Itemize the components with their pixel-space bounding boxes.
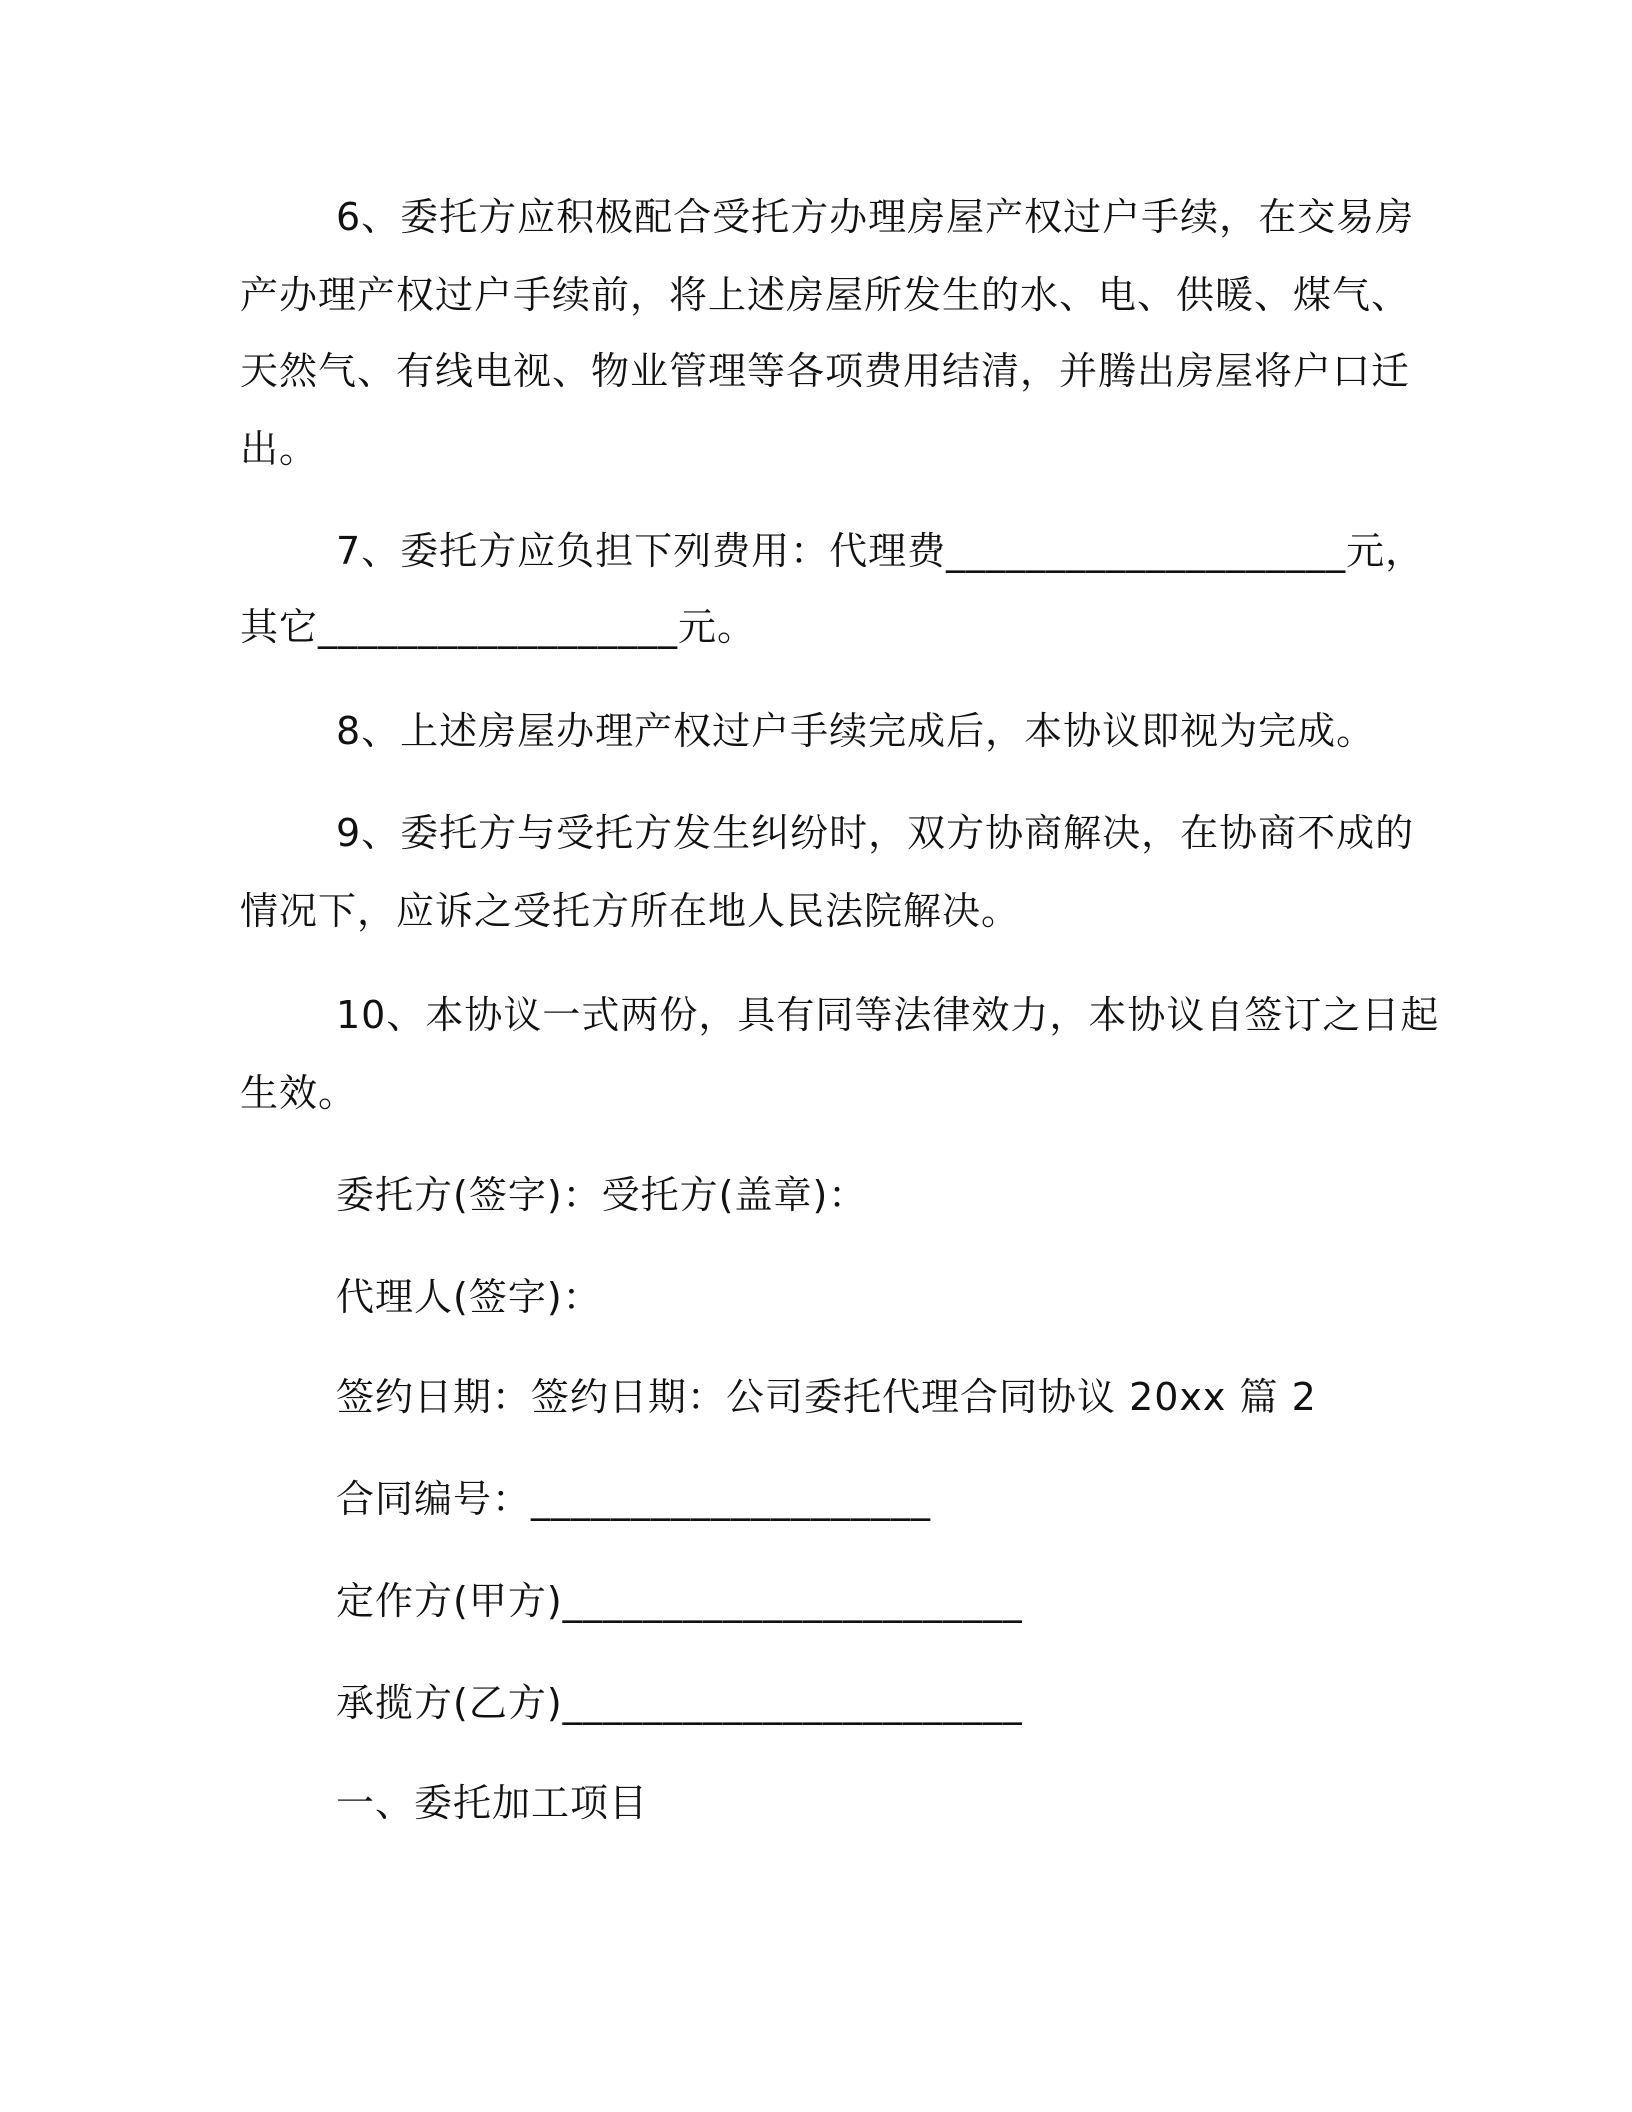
- clause-7-line-2: 其它__________________元。: [240, 605, 757, 649]
- signature-representative: [240, 1275, 1380, 1328]
- section-one-text: 一、委托加工项目: [336, 1781, 649, 1825]
- signing-date-and-title: [240, 1375, 1380, 1428]
- party-a-text: 定作方(甲方)_______________________: [336, 1579, 1023, 1623]
- clause-6-line-2: 产办理产权过户手续前，将上述房屋所发生的水、电、供暖、煤气、: [240, 273, 1411, 317]
- clause-9: [240, 811, 1415, 934]
- clause-10-line-1: 10、本协议一式两份，具有同等法律效力，本协议自签订之日起: [336, 993, 1440, 1037]
- clause-10: [240, 993, 1440, 1116]
- clause-9-line-1: 9、委托方与受托方发生纠纷时，双方协商解决，在协商不成的: [336, 811, 1415, 855]
- date-title-text: 签约日期：签约日期：公司委托代理合同协议 20xx 篇 2: [336, 1375, 1317, 1419]
- signature-principal-agent: [240, 1173, 1380, 1226]
- contract-number: [240, 1477, 1380, 1530]
- clause-7-line-1: 7、委托方应负担下列费用：代理费____________________元，: [336, 529, 1425, 573]
- clause-6-line-4: 出。: [240, 427, 319, 471]
- party-a: [240, 1579, 1380, 1632]
- principal-agent-text: 委托方(签字)：受托方(盖章)：: [336, 1173, 868, 1217]
- clause-6: [240, 195, 1415, 471]
- section-one-heading: [240, 1781, 1380, 1834]
- clause-10-line-2: 生效。: [240, 1071, 358, 1115]
- contract-number-text: 合同编号：____________________: [336, 1477, 932, 1521]
- clause-8-line-1: 8、上述房屋办理产权过户手续完成后，本协议即视为完成。: [336, 709, 1376, 753]
- clause-6-line-1: 6、委托方应积极配合受托方办理房屋产权过户手续，在交易房: [336, 195, 1415, 239]
- representative-text: 代理人(签字)：: [336, 1275, 602, 1319]
- party-b-text: 承揽方(乙方)_______________________: [336, 1681, 1023, 1725]
- clause-8: [240, 709, 1380, 762]
- clause-6-line-3: 天然气、有线电视、物业管理等各项费用结清，并腾出房屋将户口迁: [240, 349, 1411, 393]
- clause-7: [240, 529, 1425, 652]
- clause-9-line-2: 情况下，应诉之受托方所在地人民法院解决。: [240, 889, 1021, 933]
- party-b: [240, 1681, 1380, 1734]
